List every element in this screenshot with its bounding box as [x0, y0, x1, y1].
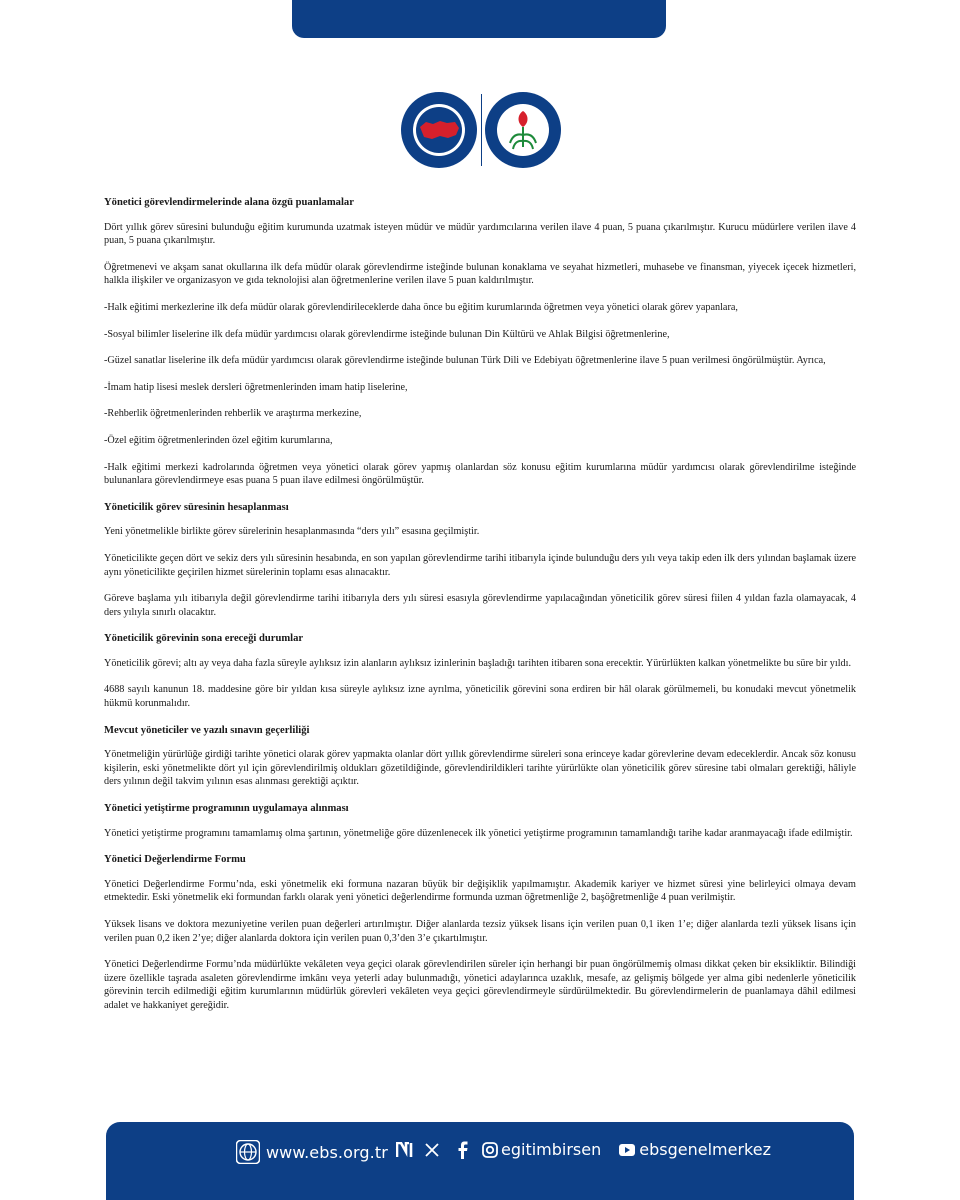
section-paragraph: -Sosyal bilimler liselerine ilk defa müdür yardımcısı olarak görevlendirme isteğinde bulunan Din Kültürü ve Ahlak Bilgisi öğretmenlerine, — [104, 328, 670, 340]
section-paragraph: Yüksek lisans ve doktora mezuniyetine verilen puan değerleri artırılmıştır. Diğer alanlarda tezsiz yüksek lisans için verilen puan 0,1 iken 1’e; diğer alanlarda tezli yüksek lisans için verilen puan 0,2 iken 2’ye; diğer alanlarda doktora için verilen puan 0,3’den 3’e çıkartılmıştır. — [104, 919, 856, 944]
logo-group — [400, 88, 562, 172]
youtube-handle: ebsgenelmerkez — [639, 1140, 771, 1159]
youtube-link[interactable] — [619, 1140, 771, 1159]
egitimbirsen-logo — [484, 91, 562, 169]
x-icon[interactable] — [424, 1142, 440, 1158]
section-paragraph: -Rehberlik öğretmenlerinden rehberlik ve araştırma merkezine, — [104, 408, 362, 420]
website-link[interactable] — [236, 1140, 388, 1164]
section-heading: Mevcut yöneticiler ve yazılı sınavın geçerliliği — [104, 724, 310, 736]
section-paragraph: Yöneticilikte geçen dört ve sekiz ders yılı süresinin hesabında, en son yapılan görevlendirme tarihi itibarıyla içinde bulunduğu ders yılı veya takip eden ilk ders yılından başlamak üzere aynı yöneticilikte geçirilen hizmet sürelerinin toplamı esas alınacaktır. — [104, 552, 856, 578]
youtube-icon — [619, 1144, 635, 1156]
document-body — [104, 196, 856, 1026]
instagram-handle: egitimbirsen — [501, 1140, 602, 1159]
social-links — [396, 1140, 771, 1159]
section-paragraph: -Halk eğitimi merkezi kadrolarında öğretmen veya yönetici olarak görev yapmış olanlardan söz konusu eğitim kurumlarına müdür yardımcısı olarak görevlendirilme isteğinde bulunanlara görevlendirmeye esas puana 5 puan ilave edilmesi öngörülmüştür. — [104, 461, 856, 487]
facebook-icon[interactable] — [456, 1141, 468, 1159]
section-paragraph: Yönetmeliğin yürürlüğe girdiği tarihte yönetici olarak görev yapmakta olanlar dört yıllık görevlendirme süreleri sona erinceye kadar görevlerine devam edeceklerdir. Ancak söz konusu kişilerin, eski yönetmelikte dört yıl için görevlendirilmiş oldukları gözetildiğinde, görevlendirildikleri tarihte yürürlükte olan yöneticilik görev süresine tabi olmaları gerektiği, hâliyle ders yılının değil takvim yılının esas alınması gerektiği açıktır. — [104, 749, 856, 788]
section-paragraph: Yeni yönetmelikle birlikte görev sürelerinin hesaplanmasında “ders yılı” esasına geçilmiştir. — [104, 526, 480, 538]
instagram-icon — [482, 1142, 498, 1158]
section-paragraph: -İmam hatip lisesi meslek dersleri öğretmenlerinden imam hatip liselerine, — [104, 381, 408, 393]
section-heading: Yönetici Değerlendirme Formu — [104, 854, 246, 866]
section-heading: Yöneticilik görevinin sona ereceği durumlar — [104, 633, 304, 645]
nsosyal-icon[interactable] — [396, 1142, 414, 1158]
section-paragraph: -Güzel sanatlar liselerine ilk defa müdür yardımcısı olarak görevlendirme isteğinde bulunan Türk Dili ve Edebiyatı öğretmenlerine ilave 5 puan verilmesi öngörülmüştür. Ayrıca, — [104, 355, 826, 367]
section-paragraph: Yöneticilik görevi; altı ay veya daha fazla süreyle aylıksız izin alanların aylıksız izinlerinin başladığı tarihten itibaren sona erecektir. Yürürlükten kalkan yönetmelikte bu süre bir yıldı. — [104, 657, 852, 669]
section-paragraph: Yönetici Değerlendirme Formu’nda, eski yönetmelik eki formuna nazaran büyük bir değişiklik yapılmamıştır. Akademik kariyer ve hizmet süresi yine belirleyici olmaya devam etmektedir. Eski yönetmelik eki formundan farklı olarak yeni yönetici değerlendirme formunda uzman öğretmenliğe 2, başöğretmenliğe 4 puan verilmiştir. — [104, 878, 856, 904]
logo-divider — [481, 94, 482, 166]
section-paragraph: Yönetici Değerlendirme Formu’nda müdürlükte vekâleten veya geçici olarak görevlendirilen süreler için herhangi bir puan öngörülmemiş olması dikkat çeken bir eksikliktir. Bilindiği üzere özellikle taşrada asaleten görevlendirme imkânı veya yeterli aday bulunmadığı, yönetici adaylarınca uzaklık, mesafe, az gelişmiş bölgede yer alma gibi nedenlerle yöneticilik görevinin tercih edilmediği eğitim kurumlarının müdürlük görevleri vekâleten veya geçici görevlendirmeyle sürdürülmektedir. Bu görevlendirmelerin de puanlamaya dâhil edilmesi adalet ve hakkaniyet gereğidir. — [104, 959, 856, 1011]
section-paragraph: -Halk eğitimi merkezlerine ilk defa müdür olarak görevlendirileceklerde daha önce bu eğitim kurumlarında öğretmen veya yönetici olarak görev yapanlara, — [104, 301, 738, 313]
globe-icon — [236, 1140, 260, 1164]
section-heading: Yöneticilik görev süresinin hesaplanması — [104, 501, 289, 513]
section-paragraph: Dört yıllık görev süresini bulunduğu eğitim kurumunda uzatmak isteyen müdür ve müdür yardımcılarına verilen ilave 4 puan, 5 puana çıkarılmıştır. Kurucu müdürlere verilen ilave 4 puan, 5 puana çıkarılmıştır. — [104, 221, 856, 247]
section-paragraph: Göreve başlama yılı itibarıyla değil görevlendirme tarihi itibarıyla ders yılı süresi esasıyla görevlendirme yapılacağından yöneticilik görev süresi fiilen 4 yıldan fazla olamayacak, 4 ders yılıyla sınırlı olacaktır. — [104, 593, 856, 618]
top-header-tab — [292, 0, 666, 38]
section-paragraph: Yönetici yetiştirme programını tamamlamış olma şartının, yönetmeliğe göre düzenlenecek ilk yönetici yetiştirme programının tamamlandığı tarihe kadar aranmayacağı ifade edilmiştir. — [104, 827, 853, 839]
website-text: www.ebs.org.tr — [266, 1142, 388, 1162]
memursen-logo — [400, 91, 478, 169]
footer-bar — [106, 1122, 854, 1200]
section-paragraph: -Özel eğitim öğretmenlerinden özel eğitim kurumlarına, — [104, 434, 333, 446]
section-paragraph: Öğretmenevi ve akşam sanat okullarına ilk defa müdür olarak görevlendirme isteğinde bulunan konaklama ve seyahat hizmetleri, muhasebe ve finansman, yiyecek içecek hizmetleri, halkla ilişkiler ve organizasyon ve gıda teknolojisi alan öğretmenlerine verilen ilave 5 puan kaldırılmıştır. — [104, 261, 856, 287]
instagram-link[interactable] — [482, 1140, 601, 1159]
section-paragraph: 4688 sayılı kanunun 18. maddesine göre bir yıldan kısa süreyle aylıksız izne ayrılma, yöneticilik görevini sona erdiren bir hâl olarak görülmemeli, bu konudaki mevcut yönetmelik hükmü korunmalıdır. — [104, 684, 856, 710]
section-heading: Yönetici görevlendirmelerinde alana özgü puanlamalar — [104, 197, 354, 208]
section-heading: Yönetici yetiştirme programının uygulamaya alınması — [104, 803, 349, 815]
